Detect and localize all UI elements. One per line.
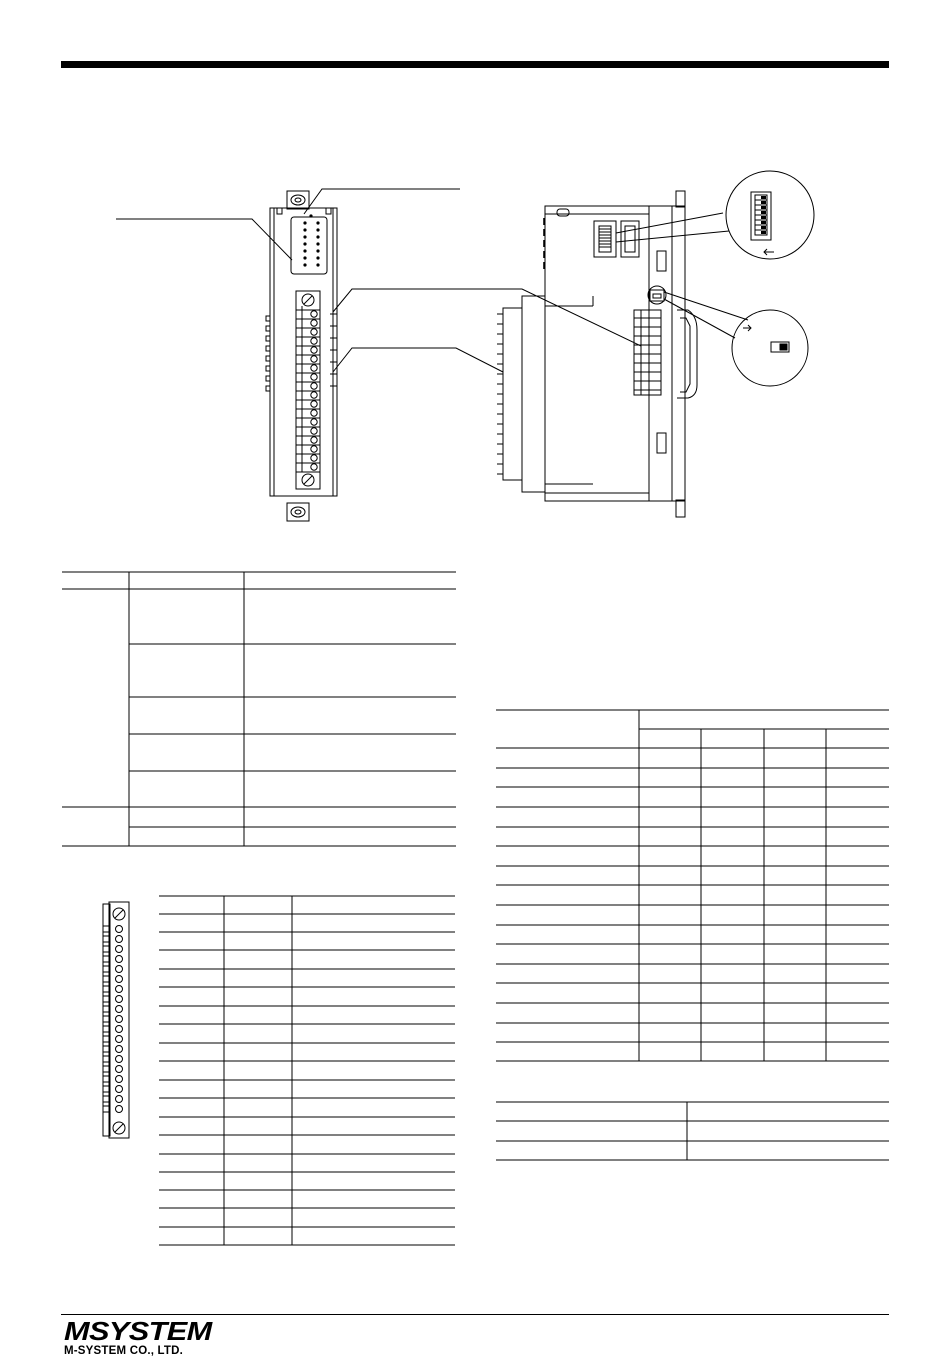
- terminal-block-drawing: [103, 902, 129, 1138]
- company-logo: [64, 1318, 214, 1358]
- right-setting-table: [496, 710, 889, 1061]
- left-spec-table: [62, 572, 456, 846]
- front-view-drawing: [116, 189, 641, 521]
- logo-wordmark: MSYSTEM: [64, 1316, 212, 1346]
- footer-rule: [61, 1314, 889, 1315]
- side-view-drawing: [497, 171, 814, 517]
- company-name: M-SYSTEM CO., LTD.: [64, 1345, 184, 1357]
- terminal-table: [159, 896, 455, 1245]
- right-small-table: [496, 1102, 889, 1160]
